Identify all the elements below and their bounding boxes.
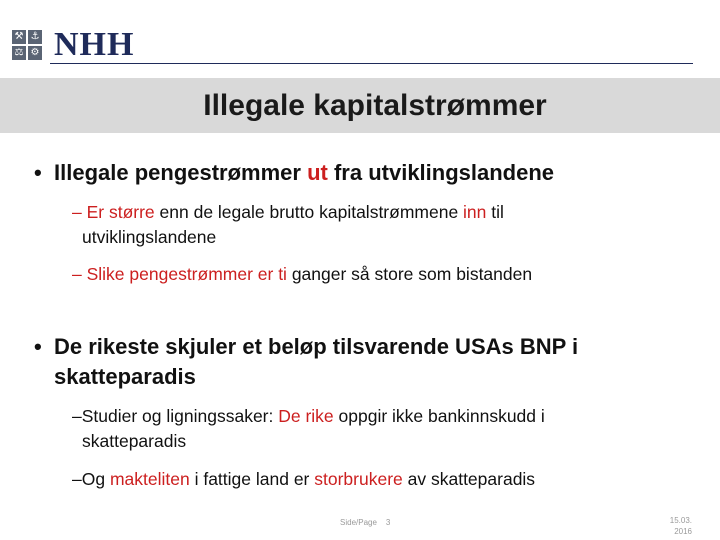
- logo-emblem-icon: [12, 30, 42, 60]
- sub-bullet-text: av skatteparadis: [402, 469, 536, 489]
- footer-page: [340, 518, 390, 527]
- sub-bullet-text: ganger så store som bistanden: [286, 264, 533, 284]
- sub-bullet-highlight: Slike pengestrømmer er ti: [86, 264, 287, 284]
- sub-bullet-text: Og: [81, 469, 110, 489]
- sub-bullet-highlight: De rike: [278, 406, 334, 426]
- sub-bullet-text: til: [486, 202, 504, 222]
- bullet-text: De rikeste skjuler et beløp tilsvarende USAs BNP i: [54, 334, 579, 359]
- sub-bullet-highlight: makteliten: [109, 469, 190, 489]
- sub-bullet-highlight: Er større: [86, 202, 155, 222]
- slide-title: Illegale kapitalstrømmer: [203, 88, 547, 122]
- bullet-text: fra utviklingslandene: [327, 160, 555, 185]
- bullet-text: Illegale pengestrømmer: [54, 160, 308, 185]
- bullet-illegal-flows: [34, 158, 684, 188]
- sub-bullet-text: enn de legale brutto kapitalstrømmene: [154, 202, 464, 222]
- logo-cell-anchor-icon: ⚓: [28, 30, 42, 44]
- header-divider: [50, 63, 693, 64]
- sub-bullet-marker: –: [72, 469, 82, 489]
- footer-date: [670, 515, 692, 537]
- bullet-marker: •: [34, 160, 42, 185]
- logo-cell-scale-icon: ⚖: [12, 46, 26, 60]
- sub-bullet-marker: –: [72, 264, 82, 284]
- sub-bullet-text: skatteparadis: [82, 431, 187, 451]
- logo-text: NHH: [54, 26, 135, 63]
- sub-bullet-text: i fattige land er: [189, 469, 315, 489]
- logo-cell-hammer-icon: ⚒: [12, 30, 26, 44]
- sub-bullet-larger-than-flows: [72, 200, 692, 250]
- nhh-logo: [12, 28, 134, 62]
- footer-page-number: 3: [385, 518, 391, 527]
- sub-bullet-highlight: storbrukere: [314, 469, 403, 489]
- bullet-text: skatteparadis: [54, 364, 196, 389]
- sub-bullet-marker: –: [72, 406, 82, 426]
- footer-page-label: Side/Page: [340, 518, 377, 527]
- sub-bullet-marker: –: [72, 202, 82, 222]
- sub-bullet-text: oppgir ikke bankinnskudd i: [333, 406, 545, 426]
- sub-bullet-studies: [72, 404, 692, 454]
- footer-date-line: 15.03.: [669, 516, 692, 525]
- logo-cell-gear-icon: ⚙: [28, 46, 42, 60]
- sub-bullet-highlight: inn: [463, 202, 487, 222]
- sub-bullet-ten-times-aid: [72, 262, 692, 287]
- bullet-richest-hide: [34, 332, 684, 392]
- bullet-marker: •: [34, 334, 42, 359]
- title-band: [0, 78, 720, 133]
- sub-bullet-text: utviklingslandene: [82, 227, 217, 247]
- sub-bullet-power-elite: [72, 467, 692, 492]
- bullet-highlight: ut: [307, 160, 328, 185]
- footer-date-line: 2016: [674, 527, 692, 536]
- sub-bullet-text: Studier og ligningssaker:: [81, 406, 279, 426]
